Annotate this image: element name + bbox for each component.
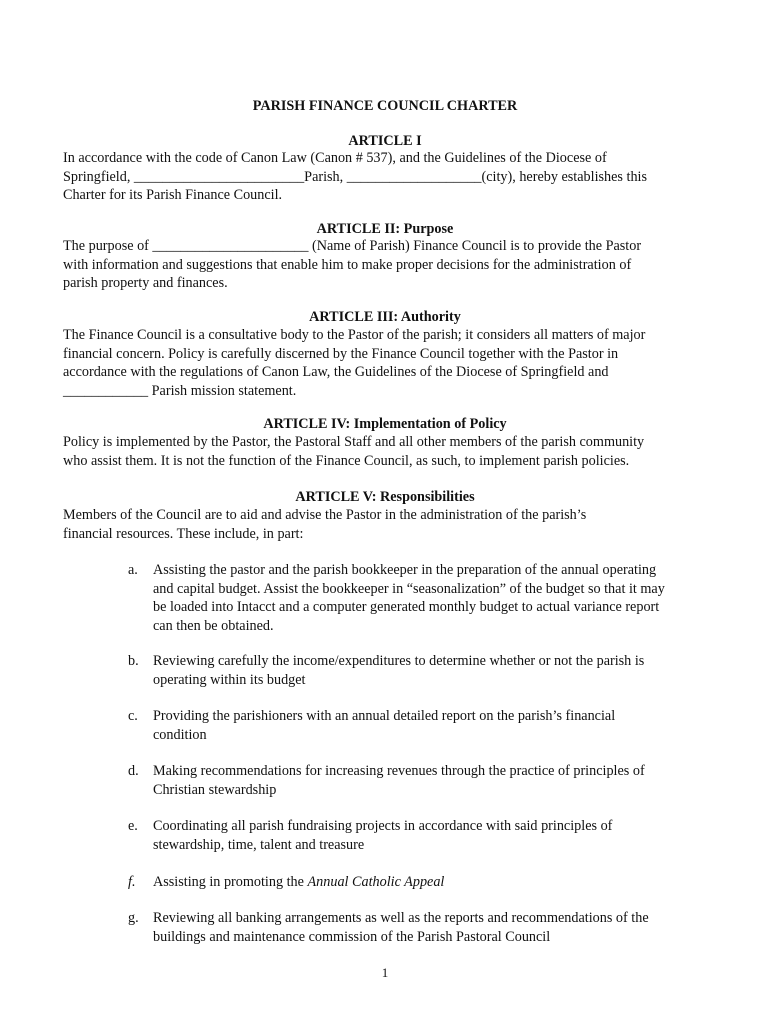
article-4-heading: ARTICLE IV: Implementation of Policy: [263, 416, 507, 432]
text-line: stewardship, time, talent and treasure: [153, 836, 365, 853]
article-3-heading: ARTICLE III: Authority: [309, 309, 461, 325]
text-line: can then be obtained.: [153, 617, 274, 634]
text-line: Policy is implemented by the Pastor, the Pastoral Staff and all other members of the parish community: [63, 434, 645, 450]
page-number: 1: [381, 965, 389, 980]
list-marker: c.: [128, 708, 138, 724]
appeal-name: Annual Catholic Appeal: [307, 874, 445, 890]
text-line: be loaded into Intacct and a computer generated monthly budget to actual variance report: [153, 599, 660, 616]
text-line: operating within its budget: [153, 671, 306, 688]
text-line: Providing the parishioners with an annual detailed report on the parish’s financial: [153, 708, 616, 724]
text-line: Coordinating all parish fundraising projects in accordance with said principles of: [153, 818, 613, 834]
text-line: financial concern. Policy is carefully discerned by the Finance Council together with the Pastor in: [63, 345, 619, 362]
list-marker: b.: [128, 653, 139, 669]
text-line: with information and suggestions that enable him to make proper decisions for the administration of: [63, 256, 632, 273]
text-line: Charter for its Parish Finance Council.: [63, 187, 283, 204]
text-line: Christian stewardship: [153, 781, 277, 798]
article-4-text: [63, 433, 713, 470]
text-line: parish property and finances.: [63, 275, 228, 292]
text-segment: Assisting in promoting the: [153, 874, 308, 890]
text-line: Making recommendations for increasing revenues through the practice of principles of: [153, 763, 645, 779]
text-line: Assisting the pastor and the parish bookkeeper in the preparation of the annual operating: [153, 562, 657, 578]
text-line: The purpose of ______________________ (Name of Parish) Finance Council is to provide the Pastor: [63, 238, 642, 254]
list-marker: g.: [128, 910, 139, 926]
list-marker: d.: [128, 763, 139, 779]
article-3-text: [63, 326, 713, 400]
text-line: buildings and maintenance commission of the Parish Pastoral Council: [153, 928, 551, 945]
text-line: The Finance Council is a consultative body to the Pastor of the parish; it considers all matters of major: [63, 327, 646, 343]
text-line: ____________ Parish mission statement.: [63, 382, 297, 399]
text-line: Reviewing all banking arrangements as well as the reports and recommendations of the: [153, 910, 649, 926]
list-marker: e.: [128, 818, 138, 834]
text-line: accordance with the regulations of Canon Law, the Guidelines of the Diocese of Springfield and: [63, 364, 609, 381]
article-2-text: [63, 237, 713, 293]
text-line: Members of the Council are to aid and advise the Pastor in the administration of the parish’s: [63, 507, 587, 523]
article-5-heading: ARTICLE V: Responsibilities: [295, 489, 475, 505]
article-1-text: [63, 149, 713, 205]
list-marker: a.: [128, 562, 138, 578]
document-title: PARISH FINANCE COUNCIL CHARTER: [252, 98, 518, 114]
text-line: condition: [153, 726, 207, 743]
text-line: who assist them. It is not the function of the Finance Council, as such, to implement parish policies.: [63, 452, 630, 469]
text-line: Reviewing carefully the income/expenditures to determine whether or not the parish is: [153, 653, 645, 669]
article-5-text: [63, 506, 713, 543]
text-line: and capital budget. Assist the bookkeeper in “seasonalization” of the budget so that it may: [153, 580, 665, 597]
text-line: Springfield, ________________________Parish, ___________________(city), hereby establishes this: [63, 168, 648, 185]
article-2-heading: ARTICLE II: Purpose: [316, 221, 454, 237]
text-line: In accordance with the code of Canon Law (Canon # 537), and the Guidelines of the Diocese of: [63, 150, 607, 166]
text-line: [153, 873, 723, 892]
list-marker: f.: [128, 874, 136, 890]
article-1-heading: ARTICLE I: [348, 133, 422, 149]
text-line: financial resources. These include, in part:: [63, 525, 304, 542]
